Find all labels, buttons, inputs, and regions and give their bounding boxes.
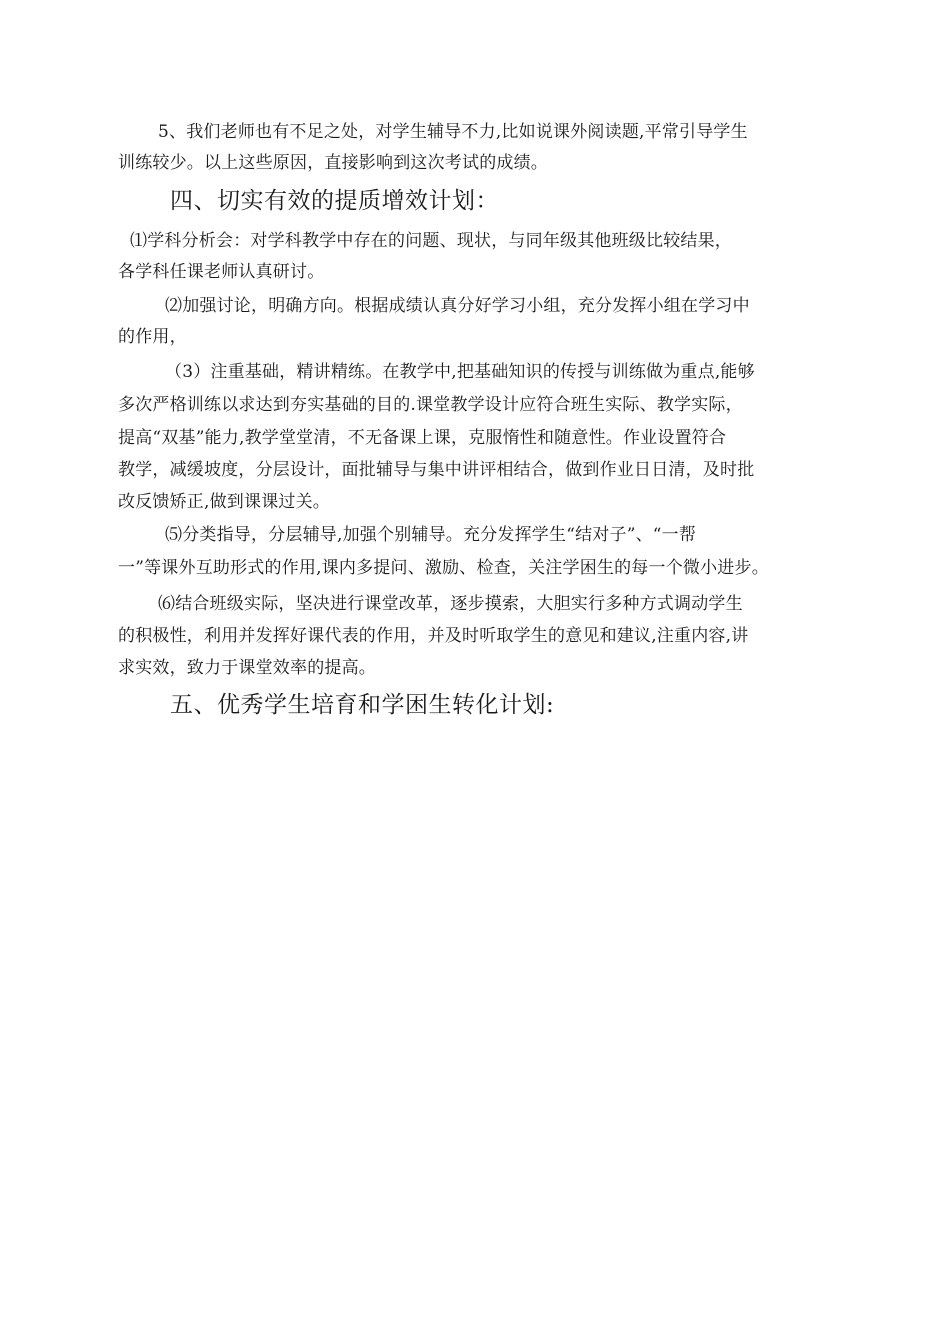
plan-5-line-2: 一”等课外互助形式的作用,课内多提问、激励、检查，关注学困生的每一个微小进步。 (118, 558, 769, 578)
plan-6-line-3: 求实效，致力于课堂效率的提高。 (118, 658, 376, 678)
plan-5-line-1: ⑸分类指导，分层辅导,加强个别辅导。充分发挥学生“结对子”、“一帮 (165, 525, 697, 545)
plan-3-line-4: 教学，减缓坡度，分层设计，面批辅导与集中讲评相结合，做到作业日日清，及时批 (118, 460, 755, 480)
plan-6-line-1: ⑹结合班级实际，坚决进行课堂改革，逐步摸索，大胆实行多种方式调动学生 (158, 594, 743, 614)
plan-1-line-1: ⑴学科分析会：对学科教学中存在的问题、现状，与同年级其他班级比较结果， (130, 231, 732, 251)
section-4-heading: 四、切实有效的提质增效计划： (170, 188, 499, 214)
plan-3-line-2: 多次严格训练以求达到夯实基础的目的.课堂教学设计应符合班生实际、教学实际， (118, 395, 743, 415)
plan-3-line-3: 提高“双基”能力,教学堂堂清，不无备课上课，克服惰性和随意性。作业设置符合 (118, 428, 727, 448)
plan-2-line-1: ⑵加强讨论，明确方向。根据成绩认真分好学习小组，充分发挥小组在学习中 (165, 296, 750, 316)
paragraph-5-line-1: 5、我们老师也有不足之处，对学生辅导不力,比如说课外阅读题,平常引导学生 (158, 122, 748, 142)
paragraph-5-line-2: 训练较少。以上这些原因，直接影响到这次考试的成绩。 (118, 153, 548, 173)
plan-2-line-2: 的作用， (118, 327, 187, 347)
plan-3-line-5: 改反馈矫正,做到课课过关。 (118, 492, 331, 512)
plan-1-line-2: 各学科任课老师认真研讨。 (118, 262, 325, 282)
plan-3-line-1: （3）注重基础，精讲精练。在教学中,把基础知识的传授与训练做为重点,能够 (165, 362, 755, 382)
section-5-heading: 五、优秀学生培育和学困生转化计划: (170, 692, 555, 718)
plan-6-line-2: 的积极性，利用并发挥好课代表的作用，并及时听取学生的意见和建议,注重内容,讲 (118, 626, 749, 646)
